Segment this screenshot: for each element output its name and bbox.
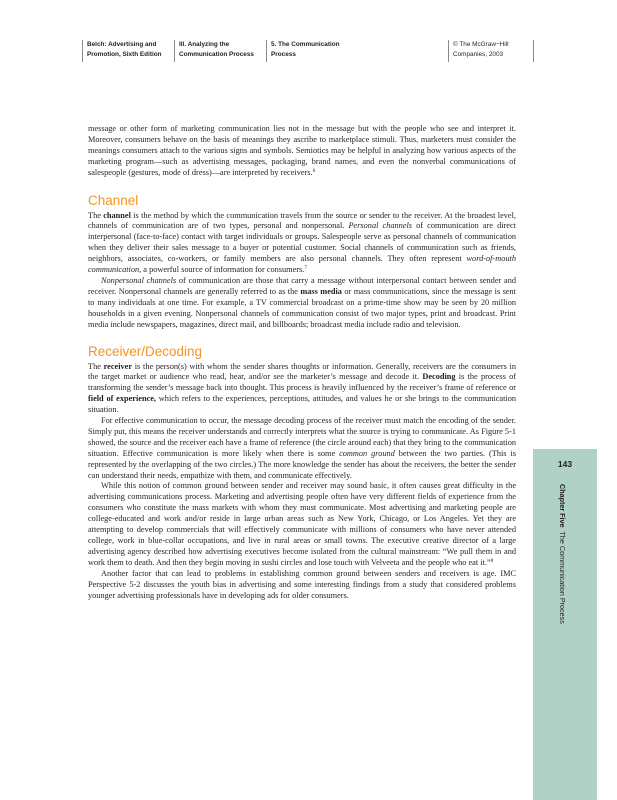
main-text-column	[88, 124, 516, 601]
footnote-ref: 7	[304, 265, 308, 272]
channel-paragraph-2: Nonpersonal channels of communication are those that carry a message without interpersonal contact between sender and receiver. Nonpersonal channels are generally referred to as the mass media or mass communications, since the message is sent to many individuals at one time. For example, a TV commercial broadcast on a prime-time show may be seen by 20 million households in a given evening. Nonpersonal channels of communication consist of two major types, print and broadcast. Print media include newspapers, magazines, direct mail, and billboards; broadcast media include radio and television.	[88, 275, 517, 329]
intro-paragraph: message or other form of marketing communication lies not in the message but with the people who see and interpret it. Moreover, consumers behave on the basis of meanings they ascribe to marketplace stimuli. Thus, marketers must consider the meanings consumers attach to the various signs and symbols. Semiotics may be helpful in analyzing how various aspects of the marketing program—such as advertising messages, packaging, brand names, and even the nonverbal communications of salespeople (gestures, mode of dress)—are interpreted by receivers.$^6$	[88, 124, 516, 177]
receiver-paragraph-1: The receiver is the person(s) with whom the sender shares thoughts or information. Generally, receivers are the consumers in the target market or audience who read, hear, and/or see the marketer’s message and decode it. Decoding is the process of transforming the sender’s message back into thought. This process is heavily influenced by the receiver’s frame of reference or field of experience, which refers to the experiences, perceptions, attitudes, and values he or she brings to the communication situation.	[88, 361, 516, 415]
section-heading-receiver: Receiver/Decoding	[88, 343, 203, 359]
header-chapter-title: 5. The Communication Process	[266, 40, 448, 62]
receiver-paragraph-3: While this notion of common ground between sender and receiver may sound basic, it often causes great difficulty in the advertising communications process. Marketing and advertising people often have very different fields of experience from the consumers who constitute the mass markets with whom they must communicate. Most advertising and marketing people are college-educated and work and/or reside in large urban areas such as New York, Chicago, or Los Angeles. Yet they are attempting to develop commercials that will effectively communicate with millions of consumers who have never attended college, work in blue-collar occupations, and live in rural areas or small towns. The executive creative director of a large advertising agency described how advertising executives become isolated from the cultural mainstream: “We pull them in and work them to death. And then they begin moving in sushi circles and lose touch with Velveeta and the people who eat it.”$^8$	[88, 481, 516, 567]
footnote-ref: 6	[312, 167, 316, 174]
header-book-title: Belch: Advertising and Promotion, Sixth Edition	[82, 40, 174, 62]
section-heading-channel: Channel	[88, 192, 139, 208]
header-copyright: © The McGraw−Hill Companies, 2003	[448, 40, 534, 62]
channel-paragraph-1: The channel is the method by which the communication travels from the source or sender to the receiver. At the broadest level, channels of communication are of two types, personal and nonpersonal. Personal channels of communication are direct interpersonal (face-to-face) contact with target individuals or groups. Salespeople serve as personal channels of communication when they deliver their sales message to a buyer or potential customer. Social channels of communication such as friends, neighbors, associates, co-workers, or family members are also personal channels. They often represent word-of-mouth communication, a powerful source of information for consumers.$^7$	[88, 210, 516, 275]
receiver-paragraph-2: For effective communication to occur, the message decoding process of the receiver must match the encoding of the sender. Simply put, this means the receiver understands and correctly interprets what the source is trying to communicate. As Figure 5-1 showed, the source and the receiver each have a frame of reference (the circle around each) that they bring to the communication situation. Effective communication is more likely when there is some common ground between the two parties. (This is represented by the overlapping of the two circles.) The more knowledge the sender has about the receivers, the better the sender can understand their needs, empathize with them, and communicate effectively.	[88, 416, 517, 480]
receiver-paragraph-4: Another factor that can lead to problems in establishing common ground between senders and receivers is age. IMC Perspective 5-2 discusses the youth bias in advertising and some interesting findings from a study that considered problems younger advertising professionals have in developing ads for older consumers.	[88, 568, 516, 600]
footnote-ref: 8	[490, 557, 494, 564]
page-number: 143	[557, 459, 573, 469]
key-term: mass media	[300, 286, 342, 296]
header-part-title: III. Analyzing the Communication Process	[174, 40, 266, 62]
chapter-sidebar-tab	[533, 449, 597, 800]
running-header	[82, 40, 534, 62]
key-term: field of experience,	[88, 394, 157, 404]
key-term: receiver	[103, 361, 133, 371]
key-term: Decoding	[422, 372, 456, 382]
sidebar-chapter-label: Chapter Five The Communication Process	[558, 484, 567, 624]
key-term: channel	[103, 210, 131, 220]
